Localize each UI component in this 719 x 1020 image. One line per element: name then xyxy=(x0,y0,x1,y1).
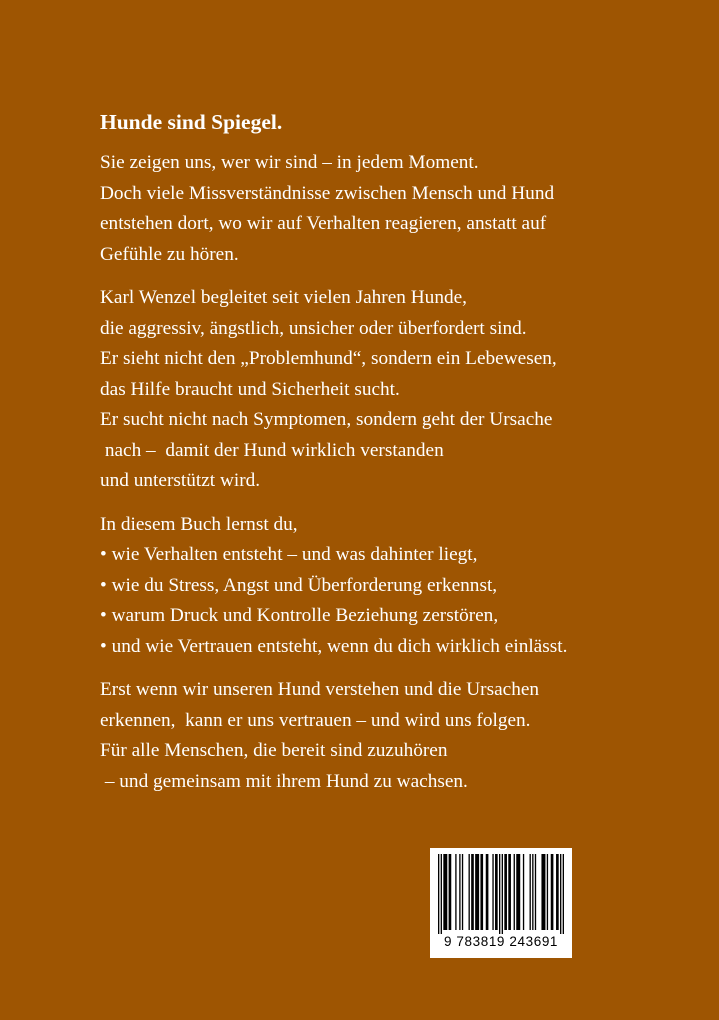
text-line: die aggressiv, ängstlich, unsicher oder überfordert sind. xyxy=(100,317,527,339)
text-line: Erst wenn wir unseren Hund verstehen und die Ursachen xyxy=(100,679,540,700)
barcode-bar xyxy=(438,854,439,934)
barcode-bar xyxy=(486,854,489,930)
barcode-bar xyxy=(535,854,536,930)
barcode-bar xyxy=(495,854,498,930)
barcode-bar xyxy=(508,854,511,930)
text-line: Für alle Menschen, die bereit sind zuzuhören xyxy=(100,740,448,761)
barcode-bar xyxy=(556,854,559,930)
text-line: Er sieht nicht den „Problemhund“, sondern ein Lebewesen, xyxy=(100,348,557,369)
barcode-bar xyxy=(471,854,474,930)
barcode-bar xyxy=(514,854,515,930)
author-paragraph xyxy=(100,283,660,497)
list-item: • wie Verhalten entsteht – und was dahinter liegt, xyxy=(100,544,478,565)
list-item: • warum Druck und Kontrolle Beziehung zerstören, xyxy=(100,605,499,626)
barcode-bar xyxy=(560,854,561,934)
list-item: • und wie Vertrauen entsteht, wenn du dich wirklich einlässt. xyxy=(100,635,568,657)
text-line: erkennen, kann er uns vertrauen – und wird uns folgen. xyxy=(100,709,531,731)
barcode-bar xyxy=(441,854,442,934)
barcode-bar xyxy=(504,854,507,930)
text-line: nach – damit der Hund wirklich verstanden xyxy=(100,439,444,461)
barcode-bar xyxy=(547,854,548,930)
barcode-bar xyxy=(499,854,500,934)
text-line: und unterstützt wird. xyxy=(100,470,261,491)
list-intro: In diesem Buch lernst du, xyxy=(100,513,298,535)
barcode-bar xyxy=(462,854,463,930)
barcode-bar xyxy=(563,854,564,934)
barcode-bar xyxy=(532,854,533,930)
barcode-bar xyxy=(455,854,456,930)
barcode-bar xyxy=(530,854,531,930)
text-line: das Hilfe braucht und Sicherheit sucht. xyxy=(100,378,400,400)
barcode-bar xyxy=(523,854,524,930)
intro-paragraph xyxy=(100,148,660,270)
barcode-bar xyxy=(459,854,460,930)
text-line: Sie zeigen uns, wer wir sind – in jedem Moment. xyxy=(100,152,479,173)
text-line: Gefühle zu hören. xyxy=(100,243,239,265)
barcode-bar xyxy=(443,854,447,930)
list-item: • wie du Stress, Angst und Überforderung erkennst, xyxy=(100,574,498,596)
barcode-bar xyxy=(469,854,470,930)
closing-paragraph xyxy=(100,675,660,797)
cover-heading: Hunde sind Spiegel. xyxy=(100,110,283,134)
barcode-bar xyxy=(551,854,554,930)
barcode-bar xyxy=(475,854,479,930)
barcode-bar xyxy=(516,854,520,930)
barcode-bar xyxy=(480,854,483,930)
text-line: entstehen dort, wo wir auf Verhalten reagieren, anstatt auf xyxy=(100,213,547,234)
barcode-bar xyxy=(492,854,493,930)
learning-list xyxy=(100,510,660,663)
back-cover-text xyxy=(100,106,660,810)
text-line: Er sucht nicht nach Symptomen, sondern geht der Ursache xyxy=(100,409,553,430)
barcode-bar xyxy=(449,854,452,930)
barcode-bars xyxy=(438,854,564,934)
text-line: Karl Wenzel begleitet seit vielen Jahren Hunde, xyxy=(100,287,467,308)
barcode-bar xyxy=(502,854,503,934)
isbn-barcode xyxy=(430,848,572,958)
text-line: – und gemeinsam mit ihrem Hund zu wachsen. xyxy=(100,770,468,792)
barcode-bar xyxy=(541,854,545,930)
text-line: Doch viele Missverständnisse zwischen Mensch und Hund xyxy=(100,182,555,204)
isbn-number: 9 783819 243691 xyxy=(443,934,559,949)
